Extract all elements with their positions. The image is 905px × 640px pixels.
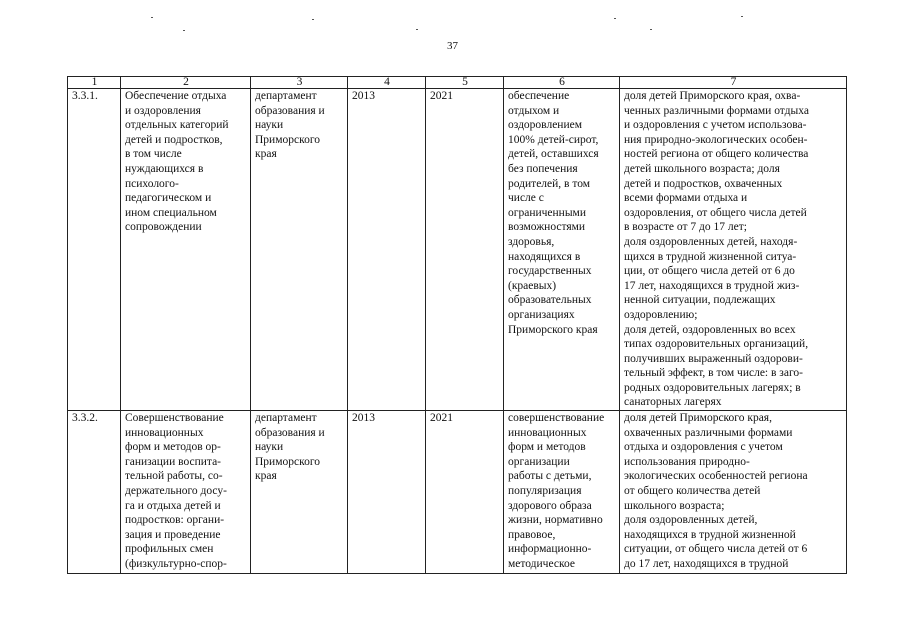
end-year-cell: 2021 — [426, 89, 504, 411]
table-header-row — [68, 77, 847, 89]
page-number: 37 — [447, 40, 458, 52]
scan-speck — [650, 29, 652, 30]
item-number: 3.3.1. — [68, 89, 121, 411]
scan-speck — [416, 29, 418, 30]
end-year-cell: 2021 — [426, 411, 504, 574]
table-row — [68, 89, 847, 411]
item-number: 3.3.2. — [68, 411, 121, 574]
scan-speck — [151, 17, 153, 18]
activity-cell: Обеспечение отдыха и оздоровления отдельных категорий детей и подростков, в том числе нуждающихся в психолого- педагогическом и ином специальном сопровождении — [121, 89, 251, 411]
scan-speck — [741, 16, 743, 17]
column-header: 2 — [121, 77, 251, 89]
column-header: 4 — [348, 77, 426, 89]
result-text: совершенствование инновационных форм и методов организации работы с детьми, популяризация здорового образа жизни, нормативно правовое, информационно- методическое — [508, 412, 605, 570]
result-cell-wrap — [504, 411, 620, 574]
executor-cell: департамент образования и науки Приморского края — [251, 89, 348, 411]
indicators-cell: доля детей Приморского края, охва- ченных различными формами отдыха и оздоровления с учетом использова- ния природно-экологических особен- ностей региона от общего количества детей школьного возраста; доля детей и подростков, охваченных всеми формами отдыха и оздоровления, от общего числа детей в возрасте от 7 до 17 лет; доля оздоровленных детей, находя- щихся в трудной жизненной ситуа- ции, от общего числа детей от 6 до 17 лет, находящихся в трудной жиз- ненной ситуации, подлежащих оздоровлению; доля детей, оздоровленных во всех типах оздоровительных организаций, получивших выраженный оздорови- тельный эффект, в том числе: в заго- родных оздоровительных лагерях; в санаторных лагерях — [620, 89, 847, 411]
indicators-text: доля детей Приморского края, охваченных различными формами отдыха и оздоровления с учетом использования природно- экологических особенностей региона от общего количества детей школьного возраста; доля оздоровленных детей, находящихся в трудной жизненной ситуации, от общего числа детей от 6 до 17 лет, находящихся в трудной — [624, 412, 808, 570]
scan-speck — [312, 19, 314, 20]
column-header: 1 — [68, 77, 121, 89]
start-year-cell: 2013 — [348, 89, 426, 411]
column-header: 6 — [504, 77, 620, 89]
table-row — [68, 411, 847, 574]
result-cell: обеспечение отдыхом и оздоровлением 100% детей-сирот, детей, оставшихся без попечения родителей, в том числе с ограниченными возможностями здоровья, находящихся в государственных (краевых) образовательных организациях Приморского края — [504, 89, 620, 411]
activity-text: Совершенствование инновационных форм и методов ор- ганизации воспита- тельной работы, со- держательного досу- га и отдыха детей и подростков: органи- зация и проведение профильных смен (физкультурно-спор- — [125, 412, 227, 570]
activity-cell-wrap — [121, 411, 251, 574]
column-header: 5 — [426, 77, 504, 89]
indicators-cell-wrap — [620, 411, 847, 574]
scan-speck — [614, 18, 616, 19]
program-table — [67, 76, 847, 574]
scan-speck — [183, 30, 185, 31]
column-header: 3 — [251, 77, 348, 89]
column-header: 7 — [620, 77, 847, 89]
executor-cell: департамент образования и науки Приморского края — [251, 411, 348, 574]
start-year-cell: 2013 — [348, 411, 426, 574]
